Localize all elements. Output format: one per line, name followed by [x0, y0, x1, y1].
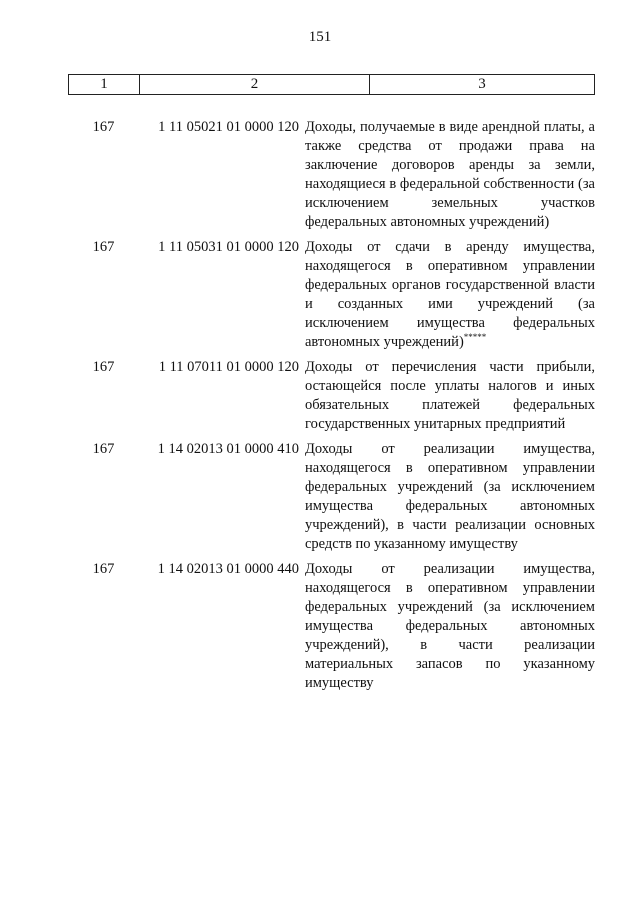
- admin-code: 167: [92, 119, 115, 135]
- budget-classification-code: 1 11 05021 01 0000 120: [158, 119, 299, 135]
- income-description: [305, 440, 595, 554]
- header-col-2: 2: [140, 75, 370, 94]
- table-row: [0, 238, 640, 352]
- income-description: [305, 238, 595, 352]
- footnote-mark: *****: [463, 332, 487, 343]
- table-header: [68, 74, 595, 95]
- table-body: [0, 118, 640, 699]
- page-number: 151: [308, 29, 332, 45]
- admin-code: 167: [92, 239, 115, 255]
- header-col-3: 3: [478, 76, 486, 92]
- income-description: [305, 358, 595, 434]
- table-row: [0, 560, 640, 693]
- budget-classification-code: 1 11 07011 01 0000 120: [158, 359, 299, 375]
- budget-classification-code: 1 14 02013 01 0000 410: [157, 441, 299, 457]
- description-text: Доходы от сдачи в аренду имущества, находящегося в оперативном управлении федеральных органов государственной власти и созданных ими учреждений (за исключением имущества федеральных автономных учреждений): [305, 239, 595, 350]
- table-row: [0, 118, 640, 232]
- budget-classification-code: 1 14 02013 01 0000 440: [157, 561, 299, 577]
- description-text: Доходы от перечисления части прибыли, остающейся после уплаты налогов и иных обязательных платежей федеральных государственных унитарных предприятий: [305, 359, 595, 432]
- description-text: Доходы от реализации имущества, находящегося в оперативном управлении федеральных учреждений (за исключением имущества федеральных автономных учреждений), в части реализации основных средств по указанному имуществу: [305, 441, 595, 552]
- header-col-1: 1: [69, 75, 140, 94]
- budget-classification-code: 1 11 05031 01 0000 120: [158, 239, 299, 255]
- admin-code: 167: [92, 441, 115, 457]
- table-row: [0, 440, 640, 554]
- admin-code: 167: [92, 359, 115, 375]
- table-row: [0, 358, 640, 434]
- admin-code: 167: [92, 561, 115, 577]
- description-text: Доходы, получаемые в виде арендной платы, а также средства от продажи права на заключение договоров аренды за земли, находящиеся в федеральной собственности (за исключением земельных участков федеральных автономных учреждений): [305, 119, 595, 230]
- description-text: Доходы от реализации имущества, находящегося в оперативном управлении федеральных учреждений (за исключением имущества федеральных автономных учреждений), в части реализации материальных запасов по указанному имуществу: [305, 561, 595, 691]
- income-description: [305, 560, 595, 693]
- income-description: [305, 118, 595, 232]
